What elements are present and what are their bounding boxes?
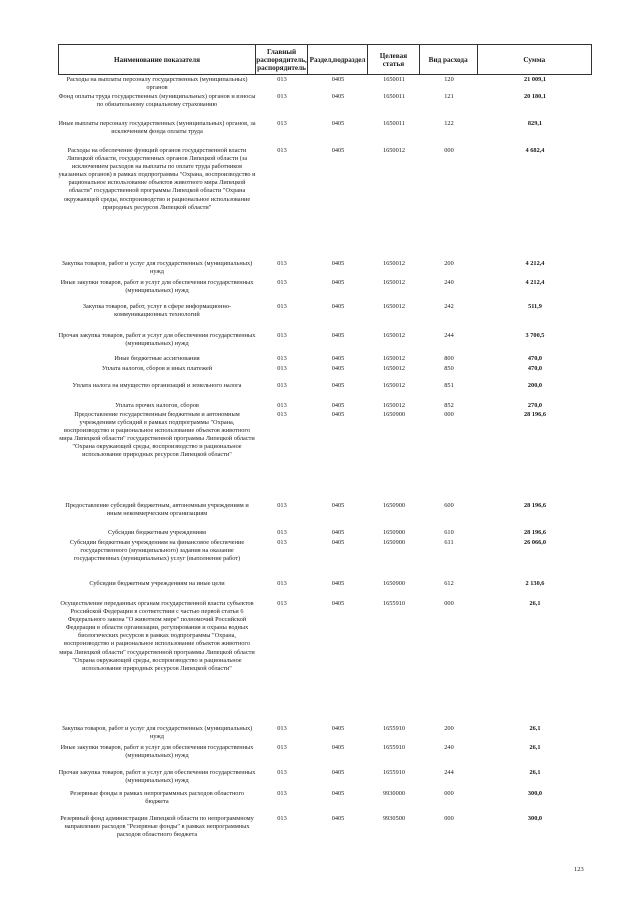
row-glava: 013 [277,744,287,751]
row-razdel: 0405 [331,539,345,546]
header-summa: Сумма [523,55,546,64]
row-summa: 26,1 [529,744,541,751]
row-statya: 1650900 [382,539,406,546]
row-name: Закупка товаров, работ, услуг в сфере информационно-коммуникационных технологий [82,303,232,319]
row-statya: 1650011 [383,93,405,100]
row-glava: 013 [277,332,287,339]
row-razdel: 0405 [331,502,345,509]
row-name: Уплата налога на имущество организаций и земельного налога [72,382,242,389]
row-statya: 1655910 [382,769,406,776]
row-name: Осуществление переданных органам государственной власти субъектов Российской Федерации в соответствии с частью первой статьи 6 Федерального закона "О животном мире" полномочий Российской Федерации в области организации, регулирования и охраны водных биологических ресурсов в рамках подпрограммы "Охрана, воспроизводство и рациональное использование объектов животного мира Липецкой области" государственной программы Липецкой области "Охрана окружающей среды, воспроизводство и рациональное использование природных ресурсов Липецкой области" [59,600,255,672]
row-name: Расходы на выплаты персоналу государственных (муниципальных) органов [66,76,248,92]
row-summa: 4 212,4 [525,260,545,267]
row-name: Закупка товаров, работ и услуг для государственных (муниципальных) нужд [61,260,253,276]
row-name: Резервный фонд администрации Липецкой области по непрограммному направлению расходов "Резервные фонды" в рамках непрограммных расходов областного бюджета [60,815,254,839]
row-razdel: 0405 [331,769,345,776]
row-glava: 013 [277,790,287,797]
row-summa: 829,1 [527,120,543,127]
row-name: Предоставление государственным бюджетным и автономным учреждениям субсидий в рамках подпрограммы "Охрана, воспроизводство и рациональное использование объектов животного мира Липецкой области" государственной программы Липецкой области "Охрана окружающей среды, воспроизводство и рациональное использование природных ресурсов Липецкой области" [59,411,255,459]
row-statya: 1650012 [382,279,406,286]
row-razdel: 0405 [331,725,345,732]
row-summa: 20 180,1 [523,93,547,100]
row-statya: 1650012 [382,382,406,389]
row-razdel: 0405 [331,76,345,83]
row-glava: 013 [277,502,287,509]
row-glava: 013 [277,411,287,418]
row-razdel: 0405 [331,303,345,310]
row-summa: 470,0 [527,365,543,372]
row-name: Резервные фонды в рамках непрограммных расходов областного бюджета [69,790,245,806]
row-statya: 1650900 [382,411,406,418]
row-razdel: 0405 [331,120,345,127]
row-vid: 851 [444,382,454,389]
row-summa: 2 130,6 [525,580,545,587]
row-glava: 013 [277,539,287,546]
budget-table [58,44,592,839]
row-summa: 26 066,0 [523,539,547,546]
row-razdel: 0405 [331,93,345,100]
row-statya: 1650900 [382,502,406,509]
row-summa: 28 196,6 [523,529,547,536]
row-glava: 013 [277,147,287,154]
row-summa: 300,0 [527,815,543,822]
row-summa: 26,1 [529,725,541,732]
row-vid: 610 [444,529,454,536]
row-vid: 850 [444,365,454,372]
row-name: Иные бюджетные ассигнования [114,355,200,362]
row-razdel: 0405 [331,744,345,751]
row-statya: 9930500 [382,815,406,822]
row-statya: 1650012 [382,303,406,310]
row-summa: 4 212,4 [525,279,545,286]
row-summa: 300,0 [527,790,543,797]
header-name: Наименование показателя [59,45,256,74]
row-glava: 013 [277,402,287,409]
row-glava: 013 [277,725,287,732]
row-vid: 611 [444,539,454,546]
row-vid: 240 [444,744,454,751]
row-razdel: 0405 [331,600,345,607]
row-statya: 1650012 [382,365,406,372]
row-name: Фонд оплаты труда государственных (муниципальных) органов и взносы по обязательному социальному страхованию [58,93,256,109]
row-summa: 28 196,6 [523,411,547,418]
row-name: Иные выплаты персоналу государственных (муниципальных) органов, за исключением фонда оплаты труда [58,120,256,136]
row-statya: 1650011 [383,76,405,83]
row-glava: 013 [277,580,287,587]
row-razdel: 0405 [331,332,345,339]
row-statya: 1655910 [382,600,406,607]
row-summa: 4 682,4 [525,147,545,154]
row-glava: 013 [277,600,287,607]
row-statya: 9930000 [382,790,406,797]
row-name: Предоставление субсидий бюджетным, автономным учреждениям и иным некоммерческим организациям [65,502,249,518]
row-vid: 200 [444,260,454,267]
row-glava: 013 [277,120,287,127]
row-glava: 013 [277,279,287,286]
row-summa: 26,1 [529,769,541,776]
row-vid: 000 [444,411,454,418]
row-vid: 000 [444,600,454,607]
row-vid: 244 [444,332,454,339]
row-glava: 013 [277,815,287,822]
row-statya: 1650900 [382,580,406,587]
row-glava: 013 [277,76,287,83]
row-statya: 1650012 [382,332,406,339]
row-summa: 3 700,5 [525,332,545,339]
row-name: Уплата налогов, сборов и иных платежей [101,365,213,372]
header-razdel: Раздел,подраздел [308,45,368,74]
row-razdel: 0405 [331,815,345,822]
row-statya: 1655910 [382,744,406,751]
row-vid: 800 [444,355,454,362]
row-razdel: 0405 [331,790,345,797]
header-glava: Главный распорядитель, распорядитель [256,45,308,74]
page-number: 123 [574,866,584,873]
row-razdel: 0405 [331,402,345,409]
row-summa: 26,1 [529,600,541,607]
row-razdel: 0405 [331,529,345,536]
row-name: Закупка товаров, работ и услуг для государственных (муниципальных) нужд [61,725,253,741]
row-glava: 013 [277,365,287,372]
row-statya: 1650012 [382,147,406,154]
row-summa: 28 196,6 [523,502,547,509]
row-name: Прочая закупка товаров, работ и услуг для обеспечения государственных (муниципальных) нужд [58,332,256,348]
row-vid: 612 [444,580,454,587]
row-vid: 852 [444,402,454,409]
row-razdel: 0405 [331,365,345,372]
row-razdel: 0405 [331,580,345,587]
row-summa: 200,0 [527,382,543,389]
row-glava: 013 [277,303,287,310]
row-name: Уплата прочих налогов, сборов [115,402,199,409]
header-statya: Целевая статья [368,45,420,74]
row-razdel: 0405 [331,279,345,286]
row-summa: 21 009,1 [523,76,547,83]
row-name: Субсидии бюджетным учреждениям [108,529,206,536]
row-name: Расходы на обеспечение функций органов государственной власти Липецкой области, государственных органов Липецкой области (за исключением расходов на выплаты по оплате труда работников указанных органов) в рамках подпрограммы "Охрана, воспроизводство и рациональное использование объектов животного мира Липецкой области" государственной программы Липецкой области "Охрана окружающей среды, воспроизводство и рациональное использование природных ресурсов Липецкой области" [58,147,256,211]
row-name: Субсидии бюджетным учреждениям на иные цели [89,580,225,587]
row-statya: 1650012 [382,260,406,267]
row-vid: 244 [444,769,454,776]
row-statya: 1650012 [382,402,406,409]
row-summa: 511,9 [528,303,542,310]
row-vid: 000 [444,815,454,822]
row-vid: 600 [444,502,454,509]
row-vid: 240 [444,279,454,286]
row-vid: 200 [444,725,454,732]
row-vid: 121 [444,93,454,100]
row-statya: 1650900 [382,529,406,536]
table-header [58,44,592,75]
row-glava: 013 [277,529,287,536]
row-vid: 000 [444,790,454,797]
row-glava: 013 [277,382,287,389]
header-vid: Вид расхода [420,45,478,74]
row-vid: 000 [444,147,454,154]
row-vid: 120 [444,76,454,83]
row-glava: 013 [277,93,287,100]
row-razdel: 0405 [331,260,345,267]
row-name: Иные закупки товаров, работ и услуг для обеспечения государственных (муниципальных) нужд [60,279,254,295]
row-razdel: 0405 [331,411,345,418]
row-statya: 1650012 [382,355,406,362]
row-razdel: 0405 [331,147,345,154]
row-glava: 013 [277,355,287,362]
row-name: Субсидии бюджетным учреждениям на финансовое обеспечение государственного (муниципального) задания на оказание государственных (муниципальных) услуг (выполнение работ) [69,539,245,563]
row-statya: 1650011 [383,120,405,127]
row-summa: 470,0 [527,355,543,362]
row-razdel: 0405 [331,382,345,389]
row-statya: 1655910 [382,725,406,732]
row-razdel: 0405 [331,355,345,362]
row-vid: 122 [444,120,454,127]
row-name: Иные закупки товаров, работ и услуг для обеспечения государственных (муниципальных) нужд [60,744,254,760]
row-glava: 013 [277,260,287,267]
row-vid: 242 [444,303,454,310]
row-glava: 013 [277,769,287,776]
row-name: Прочая закупка товаров, работ и услуг для обеспечения государственных (муниципальных) нужд [58,769,256,785]
row-summa: 270,0 [527,402,543,409]
